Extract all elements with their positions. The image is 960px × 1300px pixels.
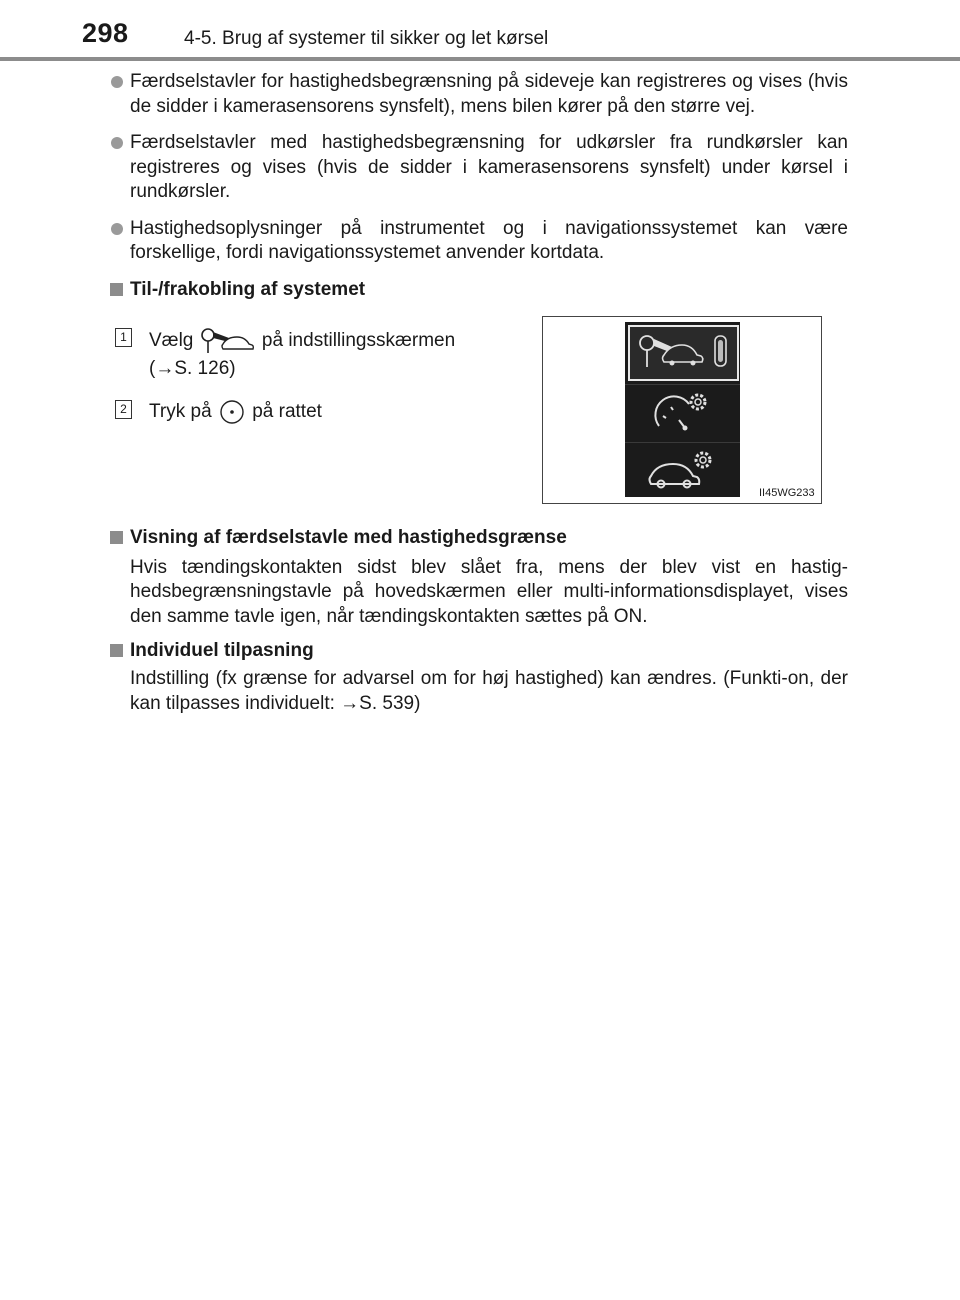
rsa-sign-car-toggle-icon — [630, 327, 737, 379]
settings-screen-figure — [542, 316, 822, 504]
header-divider — [0, 57, 960, 61]
bullet-text: Hastighedsoplysninger på instrumentet og i navigationssystemet kan være forskellige, fordi navigationssystemet anvender kortdata. — [130, 217, 848, 263]
bullet-item — [108, 70, 848, 119]
rsa-settings-icon — [199, 326, 257, 356]
page-header — [0, 0, 960, 64]
page-reference-link[interactable]: S. 539 — [359, 692, 415, 714]
steering-select-button-icon — [217, 398, 247, 426]
section-heading-custom: Individuel tilpasning — [108, 639, 848, 663]
step-1-line: Vælg på indstillingsskærmen — [149, 326, 455, 356]
arrow-right-icon: → — [155, 357, 175, 379]
arrow-right-icon: → — [340, 692, 360, 714]
step-1-reference: (→S. 126) — [149, 357, 236, 379]
square-bullet-icon — [110, 283, 123, 296]
square-bullet-icon — [110, 531, 123, 544]
figure-code: II45WG233 — [759, 486, 815, 499]
bullet-item — [108, 217, 848, 266]
row-divider — [625, 442, 740, 443]
bullet-text: Færdselstavler for hastighedsbegrænsning på sideveje kan registreres og vises (hvis de sidder i kamerasensorens synsfelt), mens bilen kører på den større vej. — [130, 71, 848, 117]
speedometer-gear-icon — [653, 390, 713, 434]
display-screen — [625, 322, 740, 497]
section-title: 4-5. Brug af systemer til sikker og let kørsel — [184, 28, 549, 49]
page-reference-link[interactable]: S. 126 — [174, 357, 230, 379]
bullet-dot-icon — [111, 76, 123, 88]
section-custom-text: Indstilling (fx grænse for advarsel om for høj hastighed) kan ændres. (Funkti-on, der kan tilpasses individuelt: →S. 539) — [130, 668, 848, 714]
step-number-box: 2 — [115, 400, 132, 419]
section-display-text: Hvis tændingskontakten sidst blev slået fra, mens der blev vist en hastig-hedsbegrænsningstavle på hovedskærmen eller multi-informationsdisplayet, vises den samme tavle igen, når tændingskontakten sættes på ON. — [130, 556, 848, 627]
bullet-dot-icon — [111, 223, 123, 235]
bullet-text: Færdselstavler med hastighedsbegrænsning for udkørsler fra rundkørsler kan registreres og vises (hvis de sidder i kamerasensorens synsfelt) under kørsel i rundkørsler. — [130, 132, 848, 202]
page-content — [108, 70, 848, 726]
bullet-dot-icon — [111, 137, 123, 149]
page-number: 298 — [82, 18, 129, 48]
bullet-item — [108, 131, 848, 205]
row-divider — [625, 384, 740, 385]
car-gear-icon — [647, 448, 717, 492]
step-2-line: Tryk på på rattet — [149, 398, 322, 426]
steps-block — [108, 314, 848, 526]
step-number-box: 1 — [115, 328, 132, 347]
section-heading-display: Visning af færdselstavle med hastighedsgrænse — [108, 526, 848, 550]
rsa-toggle-row — [628, 325, 739, 381]
section-heading-onoff: Til-/frakobling af systemet — [108, 278, 848, 302]
square-bullet-icon — [110, 644, 123, 657]
